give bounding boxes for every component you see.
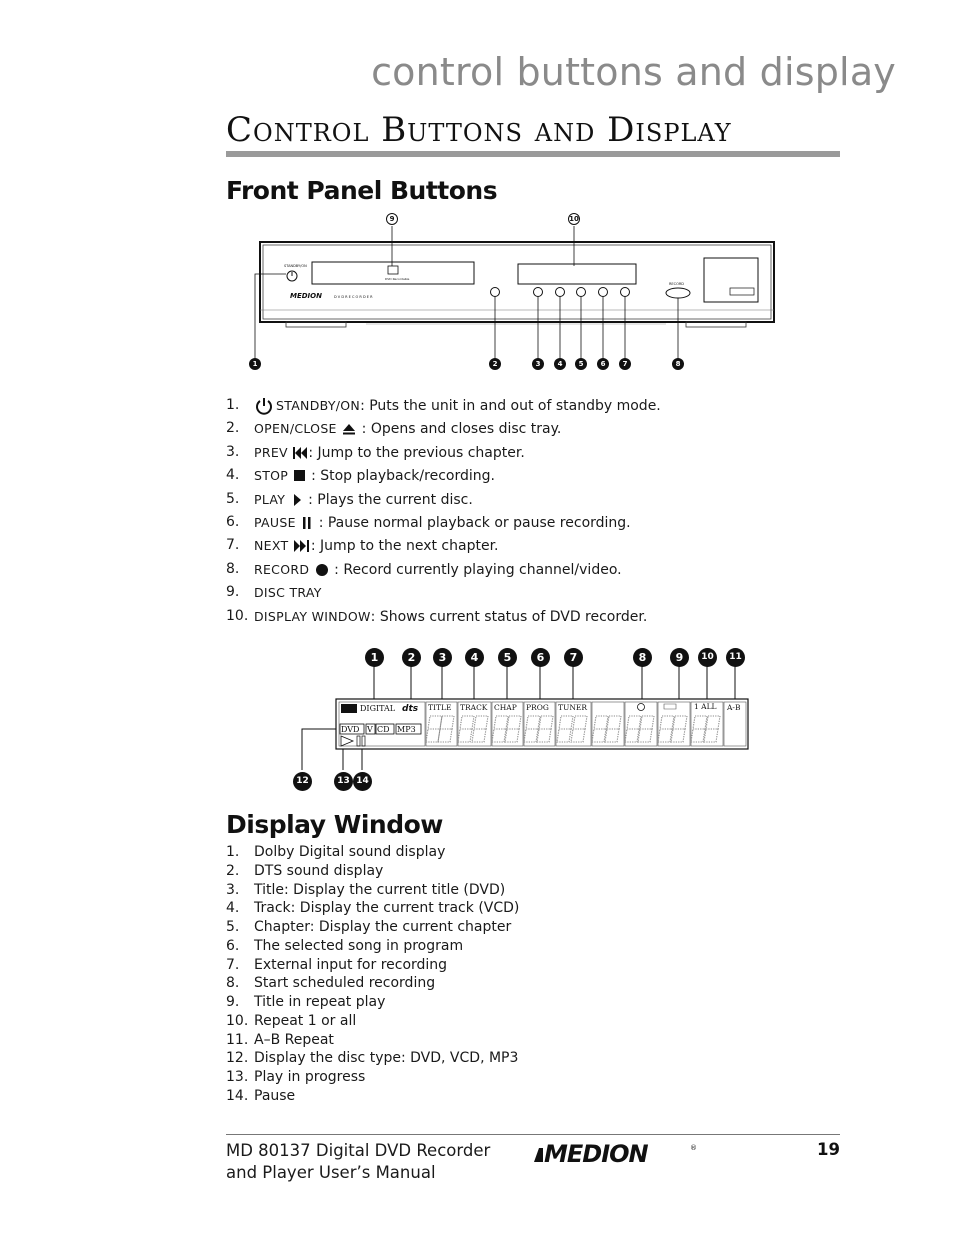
svg-text:A-B: A-B — [727, 703, 741, 712]
list-item: 8. RECORD : Record currently playing channel/video. — [226, 560, 622, 578]
svg-text:V: V — [367, 725, 373, 734]
list-item: 1. STANDBY/ON: Puts the unit in and out of standby mode. — [226, 397, 661, 414]
panel-brand: MEDION — [290, 292, 322, 300]
list-item: 1. Dolby Digital sound display — [226, 844, 446, 860]
play-icon — [290, 493, 304, 507]
list-item: 10. Repeat 1 or all — [226, 1012, 357, 1029]
svg-text:CHAP: CHAP — [494, 703, 517, 712]
power-icon — [254, 396, 274, 416]
list-item: 3. PREV : Jump to the previous chapter. — [226, 443, 525, 461]
display-callout-14: 14 — [353, 772, 372, 791]
display-callout-7: 7 — [564, 648, 583, 667]
display-callout-3: 3 — [433, 648, 452, 667]
display-callout-10: 10 — [698, 648, 717, 667]
next-icon — [293, 539, 311, 553]
list-item: 14. Pause — [226, 1087, 296, 1104]
callout-3: 3 — [532, 358, 544, 370]
display-window-diagram — [290, 640, 760, 800]
page-number: 19 — [817, 1140, 840, 1159]
callout-9: 9 — [386, 213, 398, 225]
prev-icon — [292, 446, 308, 460]
list-item: 12. Display the disc type: DVD, VCD, MP3 — [226, 1050, 519, 1067]
svg-text:1 ALL: 1 ALL — [694, 702, 717, 711]
callout-10: 10 — [569, 215, 579, 223]
pause-icon — [300, 516, 314, 530]
list-item: 7. NEXT : Jump to the next chapter. — [226, 537, 499, 555]
svg-text:DVD: DVD — [341, 725, 360, 734]
svg-text:RECORD: RECORD — [669, 282, 684, 286]
panel-sub: D V D R E C O R D E R — [334, 295, 373, 299]
record-icon — [314, 563, 330, 577]
list-item: 4. Track: Display the current track (VCD) — [226, 900, 520, 917]
eject-icon — [341, 422, 357, 436]
list-item: 8. Start scheduled recording — [226, 975, 436, 992]
list-item: 3. Title: Display the current title (DVD) — [226, 881, 506, 898]
display-callout-11: 11 — [726, 648, 745, 667]
svg-text:MEDION: MEDION — [544, 1140, 648, 1166]
list-item: 9. DISC TRAY — [226, 584, 322, 601]
front-button-list — [226, 394, 661, 628]
front-panel-diagram — [246, 210, 786, 375]
footer-text — [226, 1140, 490, 1184]
svg-text:TUNER: TUNER — [558, 703, 588, 712]
display-callout-5: 5 — [498, 648, 517, 667]
display-item-list — [226, 843, 519, 1106]
svg-text:TITLE: TITLE — [428, 703, 452, 712]
display-callout-1: 1 — [365, 648, 384, 667]
list-item: 5. Chapter: Display the current chapter — [226, 919, 512, 935]
list-item: 10. DISPLAY WINDOW: Shows current status of DVD recorder. — [226, 607, 648, 625]
display-callout-4: 4 — [465, 648, 484, 667]
display-callout-13: 13 — [334, 772, 353, 791]
callout-8: 8 — [672, 358, 684, 370]
list-item: 5. PLAY : Plays the current disc. — [226, 490, 473, 508]
list-item: 6. The selected song in program — [226, 937, 464, 954]
callout-1: 1 — [249, 358, 261, 370]
svg-text:TRACK: TRACK — [460, 703, 488, 712]
list-item: 13. Play in progress — [226, 1069, 366, 1085]
footer-rule — [226, 1134, 840, 1135]
svg-text:®: ® — [690, 1144, 697, 1152]
list-item: 2. DTS sound display — [226, 862, 384, 879]
list-item: 2. OPEN/CLOSE : Opens and closes disc tray. — [226, 420, 562, 438]
medion-logo — [534, 1140, 700, 1170]
chapter-title: Control Buttons and Display — [226, 110, 732, 150]
callout-4: 4 — [554, 358, 566, 370]
display-callout-9: 9 — [670, 648, 689, 667]
callout-2: 2 — [489, 358, 501, 370]
display-callout-2: 2 — [402, 648, 421, 667]
list-item: 11. A–B Repeat — [226, 1031, 334, 1048]
footer-line-1: MD 80137 Digital DVD Recorder — [226, 1141, 491, 1160]
display-window-heading: Display Window — [226, 810, 443, 839]
svg-text:MP3: MP3 — [397, 725, 416, 734]
svg-text:CD: CD — [377, 725, 390, 734]
display-callout-6: 6 — [531, 648, 550, 667]
svg-text:STANDBY/ON: STANDBY/ON — [284, 264, 307, 268]
svg-text:PROG: PROG — [526, 703, 549, 712]
list-item: 4. STOP : Stop playback/recording. — [226, 467, 495, 485]
svg-text:DVD Recordable: DVD Recordable — [385, 277, 410, 281]
display-callout-8: 8 — [633, 648, 652, 667]
callout-7: 7 — [619, 358, 631, 370]
callout-5: 5 — [575, 358, 587, 370]
svg-text:DIGITAL: DIGITAL — [360, 704, 396, 713]
list-item: 7. External input for recording — [226, 956, 448, 973]
list-item: 6. PAUSE : Pause normal playback or pause recording. — [226, 513, 631, 531]
stop-icon — [293, 469, 307, 483]
running-head: control buttons and display — [371, 50, 896, 94]
dvd-recorder-drawing — [246, 210, 786, 375]
title-rule — [226, 151, 840, 157]
front-panel-heading: Front Panel Buttons — [226, 176, 498, 205]
svg-text:dts: dts — [402, 704, 419, 714]
callout-6: 6 — [597, 358, 609, 370]
footer-line-2: and Player User’s Manual — [226, 1163, 436, 1182]
display-callout-12: 12 — [293, 772, 312, 791]
list-item: 9. Title in repeat play — [226, 994, 386, 1010]
